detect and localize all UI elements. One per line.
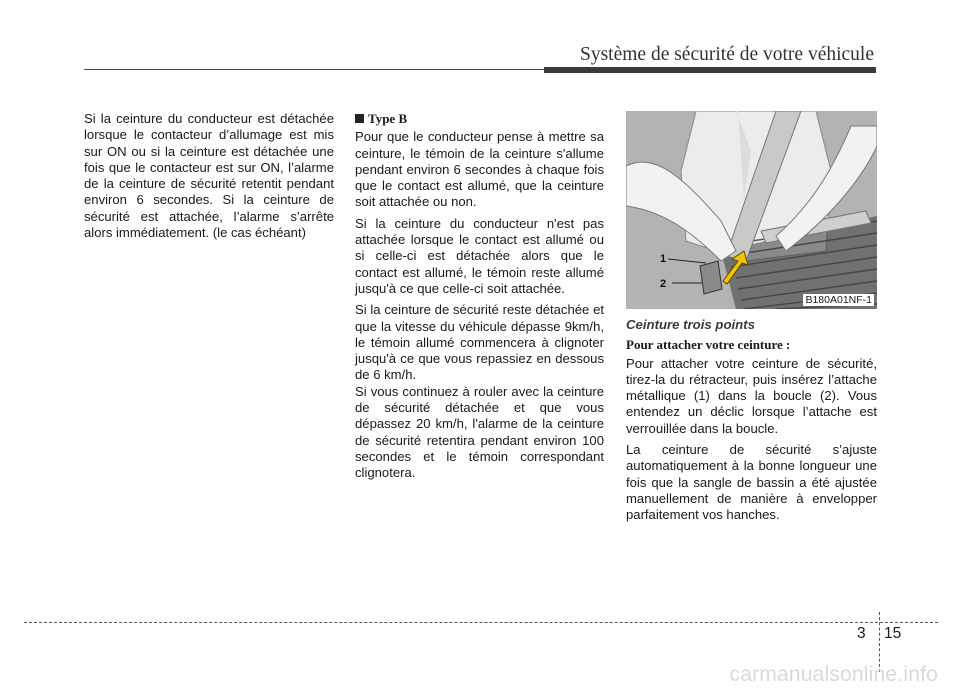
callout-1: 1 [660, 253, 667, 265]
paragraph: Si vous continuez à rouler avec la ceinture de sécurité détachée et que vous dépassez 20 km/h, l'alarme de la ceinture de sécurité retentira pendant environ 100 secondes et le témoin correspondant clignotera. [355, 383, 604, 481]
paragraph: Si la ceinture du conducteur n'est pas attachée lorsque le contact est allumé ou si celle-ci est détachée alors que le contact est allumé, le témoin reste allumé jusqu'à ce que celle-ci soit attachée. [355, 215, 604, 296]
section-heading-text: Type B [368, 111, 408, 126]
column-middle [355, 111, 604, 487]
column-left [84, 111, 334, 246]
paragraph: La ceinture de sécurité s’ajuste automatiquement à la bonne longueur une fois que la sangle de bassin a été ajustée manuellement de manière à envelopper parfaitement vos hanches. [626, 442, 877, 523]
section-heading [355, 111, 604, 127]
paragraph: Pour attacher votre ceinture de sécurité, tirez-la du rétracteur, puis insérez l’attache métallique (1) dans la boucle (2). Vous entendez un déclic lorsque l’attache est verrouillée dans la boucle. [626, 355, 877, 436]
subheading: Pour attacher votre ceinture : [626, 337, 791, 353]
page-number: 15 [884, 625, 902, 642]
footer-rule [24, 622, 938, 623]
running-header-title: Système de sécurité de votre véhicule [579, 44, 874, 65]
paragraph: Pour que le conducteur pense à mettre sa ceinture, le témoin de la ceinture s'allume pendant environ 6 secondes à chaque fois que le contact est allumé, que la ceinture soit attachée ou non. [355, 129, 604, 210]
seatbelt-figure [626, 111, 877, 309]
figure-code: B180A01NF-1 [805, 294, 872, 306]
callout-2: 2 [660, 278, 667, 290]
section-heading: Ceinture trois points [626, 317, 755, 332]
header-rule [84, 68, 876, 71]
paragraph: Si la ceinture du conducteur est détachée lorsque le contacteur d’allumage est mis sur ON ou si la ceinture est détachée une fois que le contacteur est sur ON, l’alarme de la ceinture de sécurité retentit pendant environ 6 secondes. Si la ceinture de sécurité est attachée, l’alarme s’arrête alors immédiatement. (le cas échéant) [84, 111, 334, 241]
square-bullet-icon [355, 114, 364, 123]
column-right [626, 111, 877, 529]
chapter-number: 3 [857, 625, 866, 642]
paragraph: Si la ceinture de sécurité reste détachée et que la vitesse du véhicule dépasse 9km/h, le témoin allumé commencera à clignoter jusqu'à ce que vous repassiez en dessous de 6 km/h. [355, 302, 604, 383]
watermark: carmanualsonline.info [729, 663, 938, 686]
